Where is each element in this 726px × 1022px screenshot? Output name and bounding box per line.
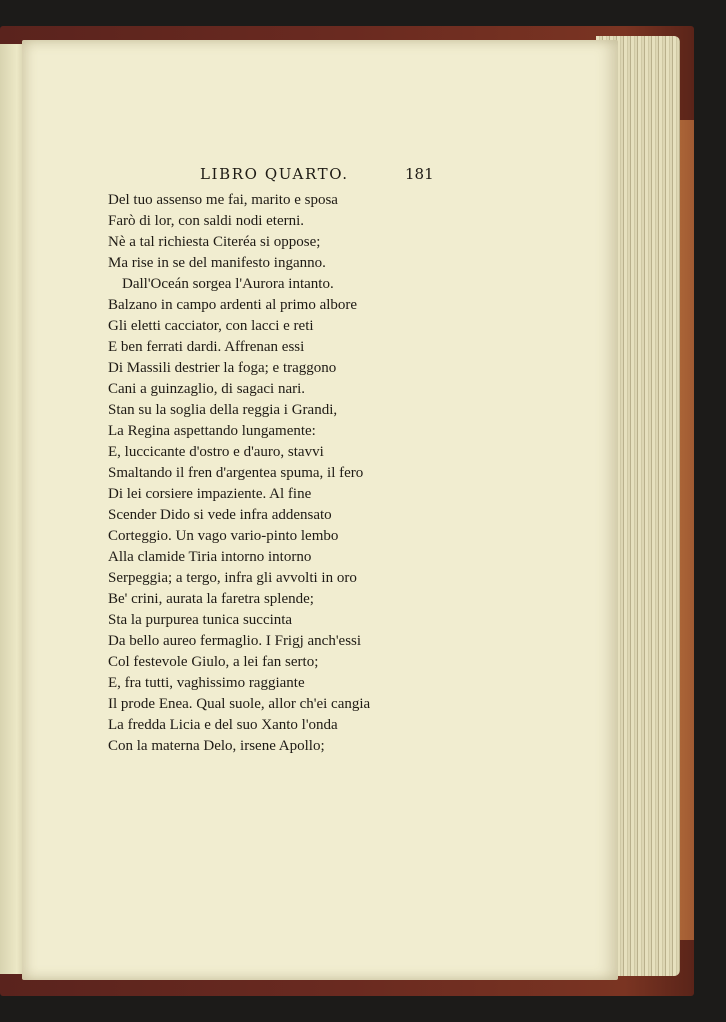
verse-line: Be' crini, aurata la faretra splende; xyxy=(108,591,314,607)
verse-line: Di lei corsiere impaziente. Al fine xyxy=(108,486,312,502)
verse-line: Alla clamide Tiria intorno intorno xyxy=(108,549,312,565)
verse-line: Con la materna Delo, irsene Apollo; xyxy=(108,738,325,754)
verse-line: Corteggio. Un vago vario-pinto lembo xyxy=(108,528,339,544)
chapter-title: LIBRO QUARTO. xyxy=(200,165,349,183)
verse-list xyxy=(108,190,428,757)
verse-line: Dall'Oceán sorgea l'Aurora intanto. xyxy=(122,276,334,292)
verse-line: Serpeggia; a tergo, infra gli avvolti in oro xyxy=(108,570,357,586)
verse-line: Il prode Enea. Qual suole, allor ch'ei cangia xyxy=(108,696,371,712)
verse-line: Gli eletti cacciator, con lacci e reti xyxy=(108,318,314,334)
verse-line: La Regina aspettando lungamente: xyxy=(108,423,316,439)
verse-line: Smaltando il fren d'argentea spuma, il fero xyxy=(108,465,364,481)
verse-line: Balzano in campo ardenti al primo albore xyxy=(108,297,358,313)
verse-line: La fredda Licia e del suo Xanto l'onda xyxy=(108,717,338,733)
verse-line: Di Massili destrier la foga; e traggono xyxy=(108,360,337,376)
verse-line: Nè a tal richiesta Citeréa si oppose; xyxy=(108,234,321,250)
verse-line: Cani a guinzaglio, di sagaci nari. xyxy=(108,381,306,397)
verse-line: E ben ferrati dardi. Affrenan essi xyxy=(108,339,305,355)
verse-line: Farò di lor, con saldi nodi eterni. xyxy=(108,213,305,229)
page-number: 181 xyxy=(405,165,434,183)
left-page-edge xyxy=(0,44,24,974)
verse-line: Ma rise in se del manifesto inganno. xyxy=(108,255,326,271)
verse-line: E, fra tutti, vaghissimo raggiante xyxy=(108,675,305,691)
verse-line: Stan su la soglia della reggia i Grandi, xyxy=(108,402,338,418)
verse-line: Del tuo assenso me fai, marito e sposa xyxy=(108,192,338,208)
verse-line: Da bello aureo fermaglio. I Frigj anch'essi xyxy=(108,633,362,649)
verse-line: E, luccicante d'ostro e d'auro, stavvi xyxy=(108,444,324,460)
verse-line: Col festevole Giulo, a lei fan serto; xyxy=(108,654,319,670)
verse-line: Sta la purpurea tunica succinta xyxy=(108,612,293,628)
verse-line: Scender Dido si vede infra addensato xyxy=(108,507,332,523)
